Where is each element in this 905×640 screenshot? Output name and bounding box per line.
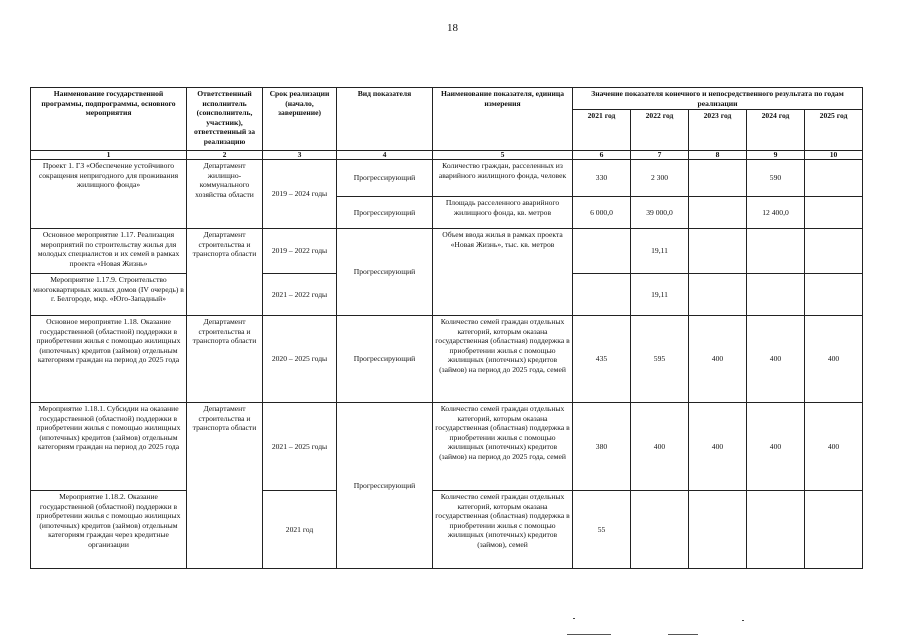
header-year: 2021 год <box>573 110 631 151</box>
column-numbers-row <box>31 151 863 160</box>
responsible-cell: Департамент строительства и транспорта области <box>187 229 263 316</box>
value-cell: 400 <box>805 403 863 491</box>
period-cell: 2021 – 2022 годы <box>263 274 337 316</box>
value-cell <box>689 197 747 229</box>
value-cell: 380 <box>573 403 631 491</box>
header-year: 2022 год <box>631 110 689 151</box>
value-cell <box>805 274 863 316</box>
value-cell: 55 <box>573 491 631 569</box>
column-number: 3 <box>263 151 337 160</box>
value-cell <box>689 274 747 316</box>
program-cell: Мероприятие 1.17.9. Строительство многоквартирных жилых домов (IV очередь) в г. Белгороде, мкр. «Юго-Западный» <box>31 274 187 316</box>
value-cell <box>631 491 689 569</box>
header-row <box>31 88 863 110</box>
header-indicator-type: Вид показателя <box>337 88 433 151</box>
column-number: 7 <box>631 151 689 160</box>
header-responsible: Ответственный исполнитель (соисполнитель, участник), ответственный за реализацию <box>187 88 263 151</box>
value-cell <box>689 491 747 569</box>
header-values-group: Значение показателя конечного и непосредственного результата по годам реализации <box>573 88 863 110</box>
value-cell <box>747 229 805 274</box>
program-cell: Мероприятие 1.18.1. Субсидии на оказание государственной (областной) поддержки в приобретении жилья с помощью жилищных (ипотечных) кредитов (займов) отдельным категориям граждан на период до 2025 года <box>31 403 187 491</box>
table-row <box>31 160 863 197</box>
value-cell: 19,11 <box>631 274 689 316</box>
program-cell: Мероприятие 1.18.2. Оказание государственной (областной) поддержки в приобретении жилья с помощью жилищных (ипотечных) кредитов (займов) отдельным категориям граждан через кредитные организации <box>31 491 187 569</box>
column-number: 9 <box>747 151 805 160</box>
value-cell: 400 <box>689 316 747 403</box>
program-cell: Проект 1. ГЗ «Обеспечение устойчивого сокращения непригодного для проживания жилищного фонда» <box>31 160 187 229</box>
scan-artifact <box>573 618 575 619</box>
value-cell: 19,11 <box>631 229 689 274</box>
column-number: 5 <box>433 151 573 160</box>
value-cell: 400 <box>747 316 805 403</box>
indicator-name-cell: Количество граждан, расселенных из аварийного жилищного фонда, человек <box>433 160 573 197</box>
column-number: 2 <box>187 151 263 160</box>
value-cell: 2 300 <box>631 160 689 197</box>
period-cell: 2019 – 2024 годы <box>263 160 337 229</box>
value-cell: 435 <box>573 316 631 403</box>
value-cell <box>805 197 863 229</box>
value-cell: 330 <box>573 160 631 197</box>
value-cell <box>747 274 805 316</box>
program-cell: Основное мероприятие 1.18. Оказание государственной (областной) поддержки в приобретении жилья с помощью жилищных (ипотечных) кредитов (займов) отдельным категориям граждан на период до 2025 года <box>31 316 187 403</box>
value-cell <box>805 160 863 197</box>
value-cell <box>689 229 747 274</box>
period-cell: 2020 – 2025 годы <box>263 316 337 403</box>
program-cell: Основное мероприятие 1.17. Реализация мероприятий по строительству жилья для молодых специалистов и их семей в рамках проекта «Новая Жизнь» <box>31 229 187 274</box>
table-row <box>31 316 863 403</box>
header-indicator-name: Наименование показателя, единица измерения <box>433 88 573 151</box>
indicator-name-cell: Количество семей граждан отдельных категорий, которым оказана государственная (областная) поддержка в приобретении жилья с помощью жилищных (ипотечных) кредитов (займов) на период до 2025 года, семей <box>433 316 573 403</box>
indicator-type-cell: Прогрессирующий <box>337 316 433 403</box>
indicator-type-cell: Прогрессирующий <box>337 160 433 197</box>
indicator-name-cell: Объем ввода жилья в рамках проекта «Новая Жизнь», тыс. кв. метров <box>433 229 573 316</box>
scan-artifact <box>742 620 744 621</box>
header-year: 2023 год <box>689 110 747 151</box>
value-cell: 595 <box>631 316 689 403</box>
scan-artifact <box>668 634 698 635</box>
column-number: 1 <box>31 151 187 160</box>
value-cell <box>689 160 747 197</box>
column-number: 4 <box>337 151 433 160</box>
table-row <box>31 403 863 491</box>
table-row <box>31 229 863 274</box>
value-cell <box>573 229 631 274</box>
indicator-type-cell: Прогрессирующий <box>337 229 433 316</box>
table-row <box>31 491 863 569</box>
period-cell: 2019 – 2022 годы <box>263 229 337 274</box>
responsible-cell: Департамент жилищно-коммунального хозяйства области <box>187 160 263 229</box>
indicator-name-cell: Площадь расселенного аварийного жилищного фонда, кв. метров <box>433 197 573 229</box>
value-cell: 400 <box>805 316 863 403</box>
column-number: 6 <box>573 151 631 160</box>
header-year: 2025 год <box>805 110 863 151</box>
value-cell: 12 400,0 <box>747 197 805 229</box>
value-cell: 6 000,0 <box>573 197 631 229</box>
responsible-cell: Департамент строительства и транспорта области <box>187 316 263 403</box>
period-cell: 2021 – 2025 годы <box>263 403 337 491</box>
value-cell: 39 000,0 <box>631 197 689 229</box>
value-cell <box>747 491 805 569</box>
header-year: 2024 год <box>747 110 805 151</box>
indicator-type-cell: Прогрессирующий <box>337 197 433 229</box>
value-cell <box>805 229 863 274</box>
header-program: Наименование государственной программы, подпрограммы, основного мероприятия <box>31 88 187 151</box>
header-period: Срок реализации (начало, завершение) <box>263 88 337 151</box>
period-cell: 2021 год <box>263 491 337 569</box>
page-number: 18 <box>447 22 458 34</box>
column-number: 8 <box>689 151 747 160</box>
value-cell <box>573 274 631 316</box>
indicators-table <box>30 87 863 569</box>
value-cell: 400 <box>631 403 689 491</box>
indicator-name-cell: Количество семей граждан отдельных категорий, которым оказана государственная (областная) поддержка в приобретении жилья с помощью жилищных (ипотечных) кредитов (займов) на период до 2025 года, семей <box>433 403 573 491</box>
indicator-name-cell: Количество семей граждан отдельных категорий, которым оказана государственная (областная) поддержка в приобретении жилья с помощью жилищных (ипотечных) кредитов (займов), семей <box>433 491 573 569</box>
value-cell: 400 <box>747 403 805 491</box>
responsible-cell: Департамент строительства и транспорта области <box>187 403 263 569</box>
value-cell <box>805 491 863 569</box>
value-cell: 400 <box>689 403 747 491</box>
indicator-type-cell: Прогрессирующий <box>337 403 433 569</box>
scan-artifact <box>567 634 611 635</box>
value-cell: 590 <box>747 160 805 197</box>
column-number: 10 <box>805 151 863 160</box>
